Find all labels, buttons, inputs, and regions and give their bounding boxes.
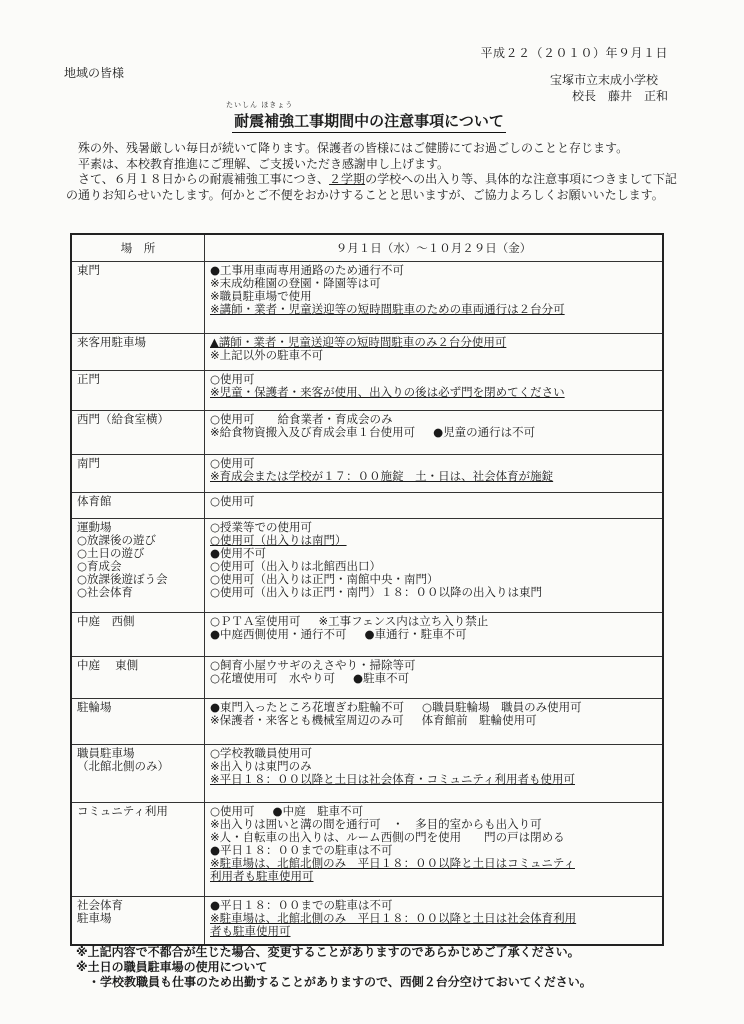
title-block bbox=[0, 101, 744, 133]
place-cell bbox=[71, 657, 205, 699]
table-header-row bbox=[71, 234, 663, 262]
detail-line bbox=[210, 925, 657, 938]
place-cell bbox=[71, 613, 205, 657]
detail-text: ※講師・業者・児童送迎等の短時間駐車のための車両通行は２台分可 bbox=[210, 302, 565, 316]
detail-text: ●平日１８：００までの駐車は不可 bbox=[210, 898, 393, 912]
detail-line bbox=[210, 628, 657, 641]
detail-text: ○使用可（出入りは正門・南館中央・南門） bbox=[210, 572, 439, 586]
place-label: 体育館 bbox=[77, 494, 112, 508]
intro-p3b: の学校への出入り等、具体的な注意事項につきまして下記の通りお知らせいたします。何かとご不便をおかけすることと思いますが、ご協力よろしくお願いいたします。 bbox=[66, 172, 677, 202]
detail-text: ※出入りは東門のみ bbox=[210, 759, 312, 773]
table-row bbox=[71, 803, 663, 897]
footer-line-2: ※土日の職員駐車場の使用について bbox=[76, 960, 268, 974]
detail-text: ●平日１８：００までの駐車は不可 bbox=[210, 843, 393, 857]
table-row bbox=[71, 657, 663, 699]
footer-line-3: ・学校教職員も仕事のため出勤することがありますので、西側２台分空けておいてください。 bbox=[76, 975, 592, 989]
place-cell bbox=[71, 455, 205, 493]
detail-cell bbox=[205, 411, 664, 455]
place-label: 南門 bbox=[77, 456, 100, 470]
place-label: 運動場 bbox=[77, 520, 112, 534]
place-cell bbox=[71, 897, 205, 945]
school-name: 宝塚市立末成小学校 bbox=[549, 73, 658, 87]
detail-text: ●中庭西側使用・通行不可 bbox=[210, 627, 347, 641]
detail-line bbox=[210, 470, 657, 483]
place-label: 社会体育 bbox=[77, 898, 123, 912]
detail-cell bbox=[205, 897, 664, 945]
detail-text: ※工事フェンス内は立ち入り禁止 bbox=[318, 614, 489, 628]
detail-line bbox=[210, 495, 657, 508]
detail-text: ●工事用車両専用通路のため通行不可 bbox=[210, 263, 405, 277]
place-label: （北館北側のみ） bbox=[77, 759, 169, 773]
detail-line bbox=[210, 586, 657, 599]
place-label: ○放課後の遊び bbox=[77, 533, 157, 547]
table-row bbox=[71, 699, 663, 745]
detail-text: ○ＰＴＡ室使用可 bbox=[210, 614, 301, 628]
header-period: ９月１日（水）～１０月２９日（金） bbox=[205, 234, 664, 262]
place-label: 中庭 東側 bbox=[77, 658, 139, 672]
detail-text: 体育館前 駐輪使用可 bbox=[421, 713, 537, 727]
detail-text: ※上記以外の駐車不可 bbox=[210, 348, 324, 362]
detail-text: ●中庭 駐車不可 bbox=[272, 804, 364, 818]
header-place: 場 所 bbox=[71, 234, 205, 262]
detail-text: ※末成幼稚園の登園・降園等は可 bbox=[210, 276, 381, 290]
table-row bbox=[71, 613, 663, 657]
detail-text: ※平日１８：００以降と土日は社会体育・コミュニティ利用者も使用可 bbox=[210, 772, 575, 786]
detail-text: ※保護者・来客とも機械室周辺のみ可 bbox=[210, 713, 404, 727]
place-label: ○放課後遊ぼう会 bbox=[77, 572, 168, 586]
addressee: 地域の皆様 bbox=[64, 66, 125, 80]
detail-cell bbox=[205, 519, 664, 613]
detail-cell bbox=[205, 745, 664, 803]
intro-p3 bbox=[66, 172, 680, 203]
intro-p2: 平素は、本校教育推進にご理解、ご支援いただき感謝申し上げます。 bbox=[66, 156, 450, 171]
detail-text: ○使用可 bbox=[210, 804, 255, 818]
table-row bbox=[71, 371, 663, 411]
detail-text: ○授業等での使用可 bbox=[210, 520, 313, 534]
detail-line bbox=[210, 714, 657, 727]
detail-cell bbox=[205, 371, 664, 411]
schedule-table bbox=[70, 233, 664, 946]
detail-line bbox=[210, 672, 657, 685]
place-label: 職員駐車場 bbox=[77, 746, 135, 760]
footer-notes bbox=[76, 945, 592, 990]
detail-text: ※駐車場は、北館北側のみ 平日１８：００以降と土日はコミュニティ bbox=[210, 856, 575, 870]
detail-line bbox=[210, 426, 657, 439]
place-label: ○育成会 bbox=[77, 559, 122, 573]
place-label: 駐車場 bbox=[77, 911, 112, 925]
intro-p3a: さて、６月１８日からの耐震補強工事につき、 bbox=[66, 172, 330, 186]
detail-text: ○使用可（出入りは北館西出口） bbox=[210, 559, 382, 573]
detail-text: ※育成会または学校が１７：００施錠 土・日は、社会体育が施錠 bbox=[210, 469, 554, 483]
detail-text: ○使用可 bbox=[210, 456, 255, 470]
detail-cell bbox=[205, 699, 664, 745]
detail-line bbox=[210, 349, 657, 362]
page-title: 耐震補強工事期間中の注意事項について bbox=[232, 104, 506, 133]
place-cell bbox=[71, 371, 205, 411]
detail-text: 利用者も駐車使用可 bbox=[210, 869, 314, 883]
detail-text: 者も駐車使用可 bbox=[210, 924, 291, 938]
place-cell bbox=[71, 334, 205, 371]
detail-text: ○花壇使用可 水やり可 bbox=[210, 671, 336, 685]
detail-text: ○使用可 bbox=[210, 494, 255, 508]
place-label: 来客用駐車場 bbox=[77, 335, 146, 349]
detail-cell bbox=[205, 657, 664, 699]
sender-block bbox=[550, 72, 668, 104]
detail-text: ○使用可（出入りは正門・南門）１８：００以降の出入りは東門 bbox=[210, 585, 543, 599]
table-row bbox=[71, 334, 663, 371]
title-ruby: たいしん ほきょう bbox=[226, 101, 294, 109]
table-row bbox=[71, 262, 663, 334]
table-row bbox=[71, 745, 663, 803]
place-cell bbox=[71, 803, 205, 897]
detail-cell bbox=[205, 262, 664, 334]
detail-line bbox=[210, 386, 657, 399]
place-label: 東門 bbox=[77, 263, 100, 277]
detail-line bbox=[210, 534, 657, 547]
table-row bbox=[71, 519, 663, 613]
detail-text: ※人・自転車の出入りは、ルーム西側の門を使用 門の戸は閉める bbox=[210, 830, 565, 844]
detail-text: ○使用可（出入りは南門） bbox=[210, 533, 347, 547]
footer-line-1: ※上記内容で不都合が生じた場合、変更することがありますのであらかじめご了承ください。 bbox=[76, 945, 580, 959]
detail-cell bbox=[205, 334, 664, 371]
place-label: ○社会体育 bbox=[77, 585, 134, 599]
principal-name: 校長 藤井 正和 bbox=[571, 89, 668, 103]
intro-p1: 殊の外、残暑厳しい毎日が続いて降ります。保護者の皆様にはご健勝にてお過ごしのことと存じます。 bbox=[66, 141, 629, 155]
detail-cell bbox=[205, 803, 664, 897]
detail-text: ※駐車場は、北館北側のみ 平日１８：００以降と土日は社会体育利用 bbox=[210, 911, 577, 925]
place-cell bbox=[71, 745, 205, 803]
table-row bbox=[71, 455, 663, 493]
detail-cell bbox=[205, 493, 664, 519]
detail-text: ●駐車不可 bbox=[353, 671, 410, 685]
place-label: 駐輪場 bbox=[77, 700, 112, 714]
intro-p3-underlined: ２学期 bbox=[329, 172, 366, 186]
table-row bbox=[71, 897, 663, 945]
place-label: ○土日の遊び bbox=[77, 546, 145, 560]
intro-text bbox=[66, 141, 680, 203]
place-label: 正門 bbox=[77, 372, 100, 386]
detail-text: ※職員駐車場で使用 bbox=[210, 289, 312, 303]
place-cell bbox=[71, 262, 205, 334]
place-label: 中庭 西側 bbox=[77, 614, 135, 628]
detail-text: ○職員駐輪場 職員のみ使用可 bbox=[422, 700, 582, 714]
place-label: コミュニティ利用 bbox=[77, 804, 168, 818]
detail-text: ※給食物資搬入及び育成会車１台使用可 bbox=[210, 425, 416, 439]
detail-line bbox=[210, 773, 657, 786]
detail-text: ●東門入ったところ花壇ぎわ駐輪不可 bbox=[210, 700, 405, 714]
place-cell bbox=[71, 519, 205, 613]
table-row bbox=[71, 411, 663, 455]
detail-text: ※出入りは囲いと溝の間を通行可 ・ 多目的室からも出入り可 bbox=[210, 817, 542, 831]
place-label: 西門（給食室横） bbox=[77, 412, 169, 426]
place-cell bbox=[71, 411, 205, 455]
detail-text: ●使用不可 bbox=[210, 546, 267, 560]
detail-text: ※児童・保護者・来客が使用、出入りの後は必ず門を閉めてください bbox=[210, 385, 565, 399]
detail-text: ●児童の通行は不可 bbox=[433, 425, 536, 439]
detail-cell bbox=[205, 455, 664, 493]
detail-text: ▲講師・業者・児童送迎等の短時間駐車のみ２台分使用可 bbox=[210, 335, 507, 349]
detail-cell bbox=[205, 613, 664, 657]
detail-text: ○飼育小屋ウサギのえさやり・掃除等可 bbox=[210, 658, 416, 672]
detail-text: ○使用可 給食業者・育成会のみ bbox=[210, 412, 393, 426]
place-cell bbox=[71, 699, 205, 745]
detail-text: ●車通行・駐車不可 bbox=[364, 627, 467, 641]
place-cell bbox=[71, 493, 205, 519]
issue-date: 平成２２（２０１０）年９月１日 bbox=[480, 46, 668, 60]
detail-text: ○学校教職員使用可 bbox=[210, 746, 313, 760]
table-row bbox=[71, 493, 663, 519]
detail-line bbox=[210, 870, 657, 883]
detail-line bbox=[210, 303, 657, 316]
detail-text: ○使用可 bbox=[210, 372, 255, 386]
